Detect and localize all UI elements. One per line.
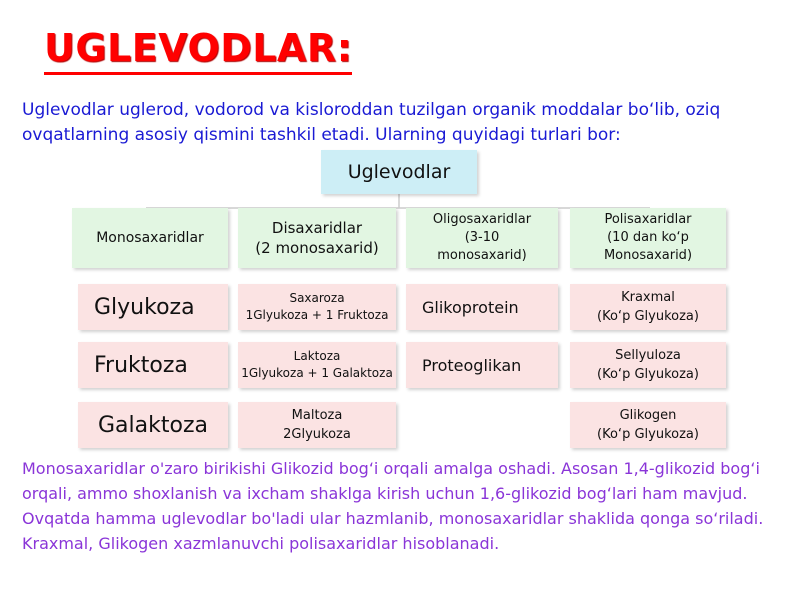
header-line: (3-10 bbox=[464, 230, 500, 245]
cell-line: Glikogen bbox=[619, 408, 677, 423]
cell-label: Proteoglikan bbox=[422, 355, 522, 375]
cell-kraxmal bbox=[570, 284, 726, 330]
header-line: (10 dan ko‘p bbox=[607, 230, 689, 245]
cell-glyukoza bbox=[78, 284, 228, 330]
cell-galaktoza bbox=[78, 402, 228, 448]
root-node bbox=[321, 150, 477, 194]
cell-line: 1Glyukoza + 1 Fruktoza bbox=[245, 308, 389, 322]
header-polisaxaridlar bbox=[570, 208, 726, 268]
outro-paragraph: Monosaxaridlar o'zaro birikishi Glikozid bog‘i orqali amalga oshadi. Asosan 1,4-glikozid bog‘i orqali, ammo shoxlanish va ixcham shaklga kirish uchun 1,6-glikozid bog‘lari ham mavjud. Ovqatda hamma uglevodlar bo'ladi ular hazmlanib, monosaxaridlar shaklida qonga so‘riladi. Kraxmal, Glikogen xazmlanuvchi polisaxaridlar hisoblanadi. bbox=[22, 459, 764, 553]
cell-line: Sellyuloza bbox=[615, 348, 681, 363]
cell-line: (Ko‘p Glyukoza) bbox=[597, 367, 699, 382]
cell-line: Maltoza bbox=[291, 408, 343, 423]
header-line: Oligosaxaridlar bbox=[432, 212, 532, 227]
header-monosaxaridlar bbox=[72, 208, 228, 268]
carbohydrate-diagram bbox=[66, 150, 732, 450]
cell-line: 1Glyukoza + 1 Galaktoza bbox=[241, 366, 393, 380]
header-line: Monosaxarid) bbox=[603, 248, 693, 263]
cell-fruktoza bbox=[78, 342, 228, 388]
header-line: Polisaxaridlar bbox=[604, 212, 692, 227]
cell-label: Galaktoza bbox=[98, 412, 208, 438]
cell-label: Glikoprotein bbox=[422, 297, 519, 317]
cell-line: (Ko‘p Glyukoza) bbox=[597, 427, 699, 442]
cell-glikogen bbox=[570, 402, 726, 448]
cell-laktoza bbox=[238, 342, 396, 388]
cell-proteoglikan bbox=[406, 342, 558, 388]
cell-line: Laktoza bbox=[293, 349, 341, 363]
cell-saxaroza bbox=[238, 284, 396, 330]
cell-sellyuloza bbox=[570, 342, 726, 388]
header-oligosaxaridlar bbox=[406, 208, 558, 268]
header-disaxaridlar bbox=[238, 208, 396, 268]
root-label: Uglevodlar bbox=[347, 161, 451, 183]
cell-maltoza bbox=[238, 402, 396, 448]
intro-paragraph: Uglevodlar uglerod, vodorod va kisloroddan tuzilgan organik moddalar bo‘lib, oziq ovqatlarning asosiy qismini tashkil etadi. Ularning quyidagi turlari bor: bbox=[22, 100, 721, 145]
header-line: (2 monosaxarid) bbox=[255, 239, 379, 257]
cell-line: Saxaroza bbox=[289, 291, 345, 305]
cell-line: (Ko‘p Glyukoza) bbox=[597, 309, 699, 324]
cell-line: Kraxmal bbox=[621, 290, 675, 305]
cell-line: 2Glyukoza bbox=[283, 427, 351, 442]
cell-label: Glyukoza bbox=[94, 294, 195, 320]
cell-label: Fruktoza bbox=[94, 352, 188, 378]
cell-glikoprotein bbox=[406, 284, 558, 330]
header-label: Monosaxaridlar bbox=[96, 230, 204, 246]
header-line: monosaxarid) bbox=[437, 248, 527, 263]
header-line: Disaxaridlar bbox=[271, 219, 363, 237]
page-title: UGLEVODLAR: bbox=[44, 24, 352, 75]
